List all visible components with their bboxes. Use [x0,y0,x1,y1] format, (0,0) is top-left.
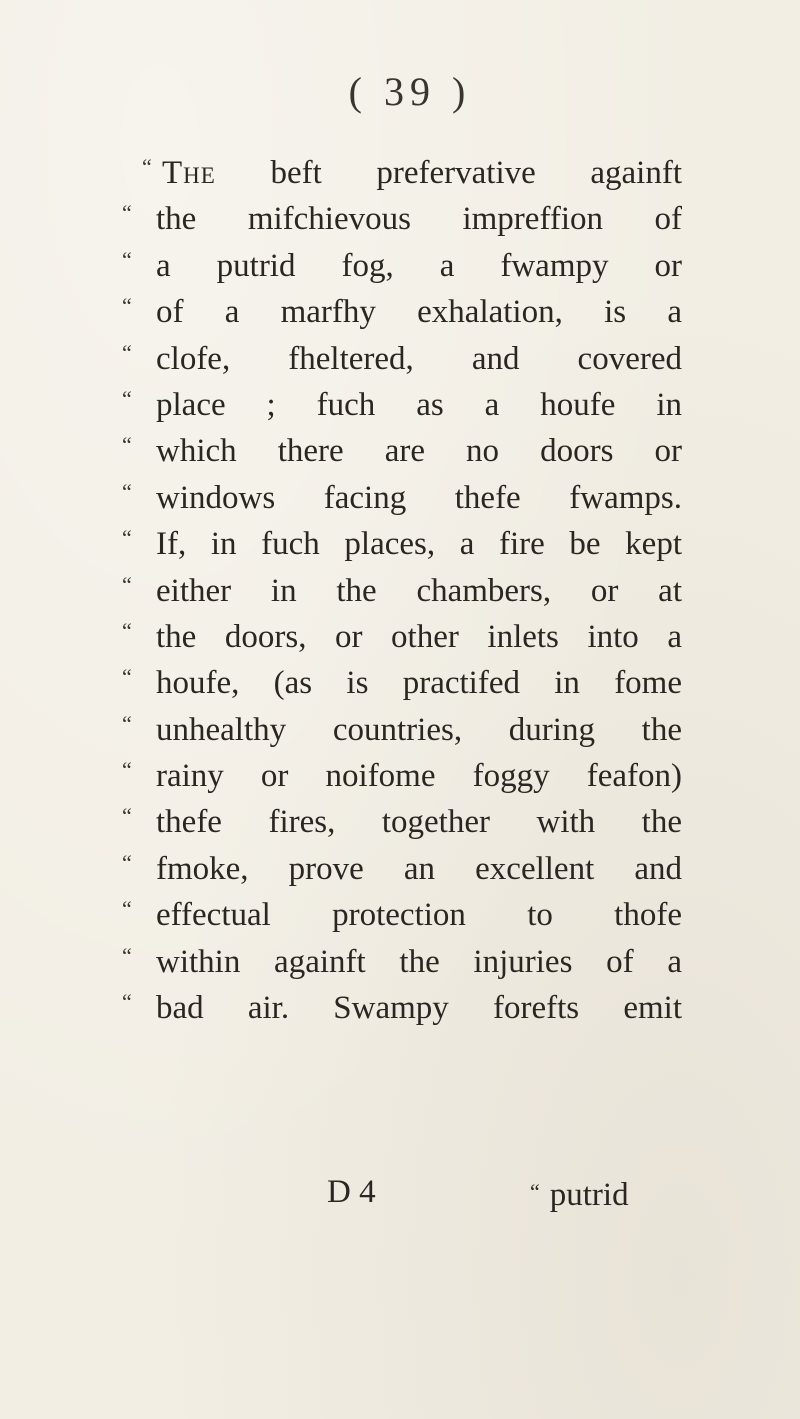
line-text: houfe, (as is practifed in fome [156,665,682,702]
quote-mark: “ [122,617,132,643]
quote-mark: “ [122,339,132,365]
text-line [122,336,682,382]
lead-word: The [162,155,216,191]
quote-mark: “ [122,664,132,690]
quote-mark: “ [122,989,132,1015]
text-line [122,196,682,242]
line-text: either in the chambers, or at [156,572,682,609]
line-text: place ; fuch as a houfe in [156,386,682,423]
text-line [122,568,682,614]
quote-mark: “ [122,571,132,597]
line-text: thefe fires, together with the [156,804,682,841]
line-text: effectual protection to thofe [156,897,682,934]
catchword [530,1169,629,1218]
quote-mark: “ [530,1179,540,1204]
text-line [122,707,682,753]
quote-mark: “ [122,478,132,504]
quote-mark: “ [122,803,132,829]
line-text: within againft the injuries of a [156,943,682,980]
text-line [122,985,682,1031]
line-text: unhealthy countries, during the [156,711,682,748]
quote-mark: “ [122,757,132,783]
text-line [122,150,682,196]
line-text: If, in fuch places, a fire be kept [156,526,682,563]
quote-mark: “ [122,246,132,272]
text-line [122,846,682,892]
quote-mark: “ [122,293,132,319]
quote-mark: “ [122,849,132,875]
quote-mark: “ [122,385,132,411]
text-line [122,475,682,521]
body-text [122,150,682,1213]
line-text: the mifchievous impreffion of [156,201,682,238]
line-text: bad air. Swampy forefts emit [156,990,682,1027]
quote-mark: “ [122,432,132,458]
text-line [122,289,682,335]
text-line [122,382,682,428]
line-text: rainy or noifome foggy feafon) [156,758,682,795]
line-text: the doors, or other inlets into a [156,618,682,655]
text-line [122,892,682,938]
catchword-text: putrid [549,1177,629,1213]
line-text: of a marfhy exhalation, is a [156,294,682,331]
page-number: ( 39 ) [348,69,472,114]
text-line [122,521,682,567]
line-text: beft prefervative againft [215,155,682,191]
signature-mark: D 4 [327,1174,376,1210]
quote-mark: “ [122,525,132,551]
text-line [122,939,682,985]
text-line [122,799,682,845]
line-text: a putrid fog, a fwampy or [156,247,682,284]
line-text: clofe, fheltered, and covered [156,340,682,377]
quote-mark: “ [142,154,152,179]
line-text: fmoke, prove an excellent and [156,850,682,887]
line-text: windows facing thefe fwamps. [156,479,682,516]
quote-mark: “ [122,710,132,736]
text-line [122,660,682,706]
catchline [122,1169,682,1215]
quote-mark: “ [122,942,132,968]
text-line [122,614,682,660]
quote-mark: “ [122,200,132,226]
line-text: which there are no doors or [156,433,682,470]
text-line [122,428,682,474]
quote-mark: “ [122,896,132,922]
text-line [122,753,682,799]
text-line [122,243,682,289]
